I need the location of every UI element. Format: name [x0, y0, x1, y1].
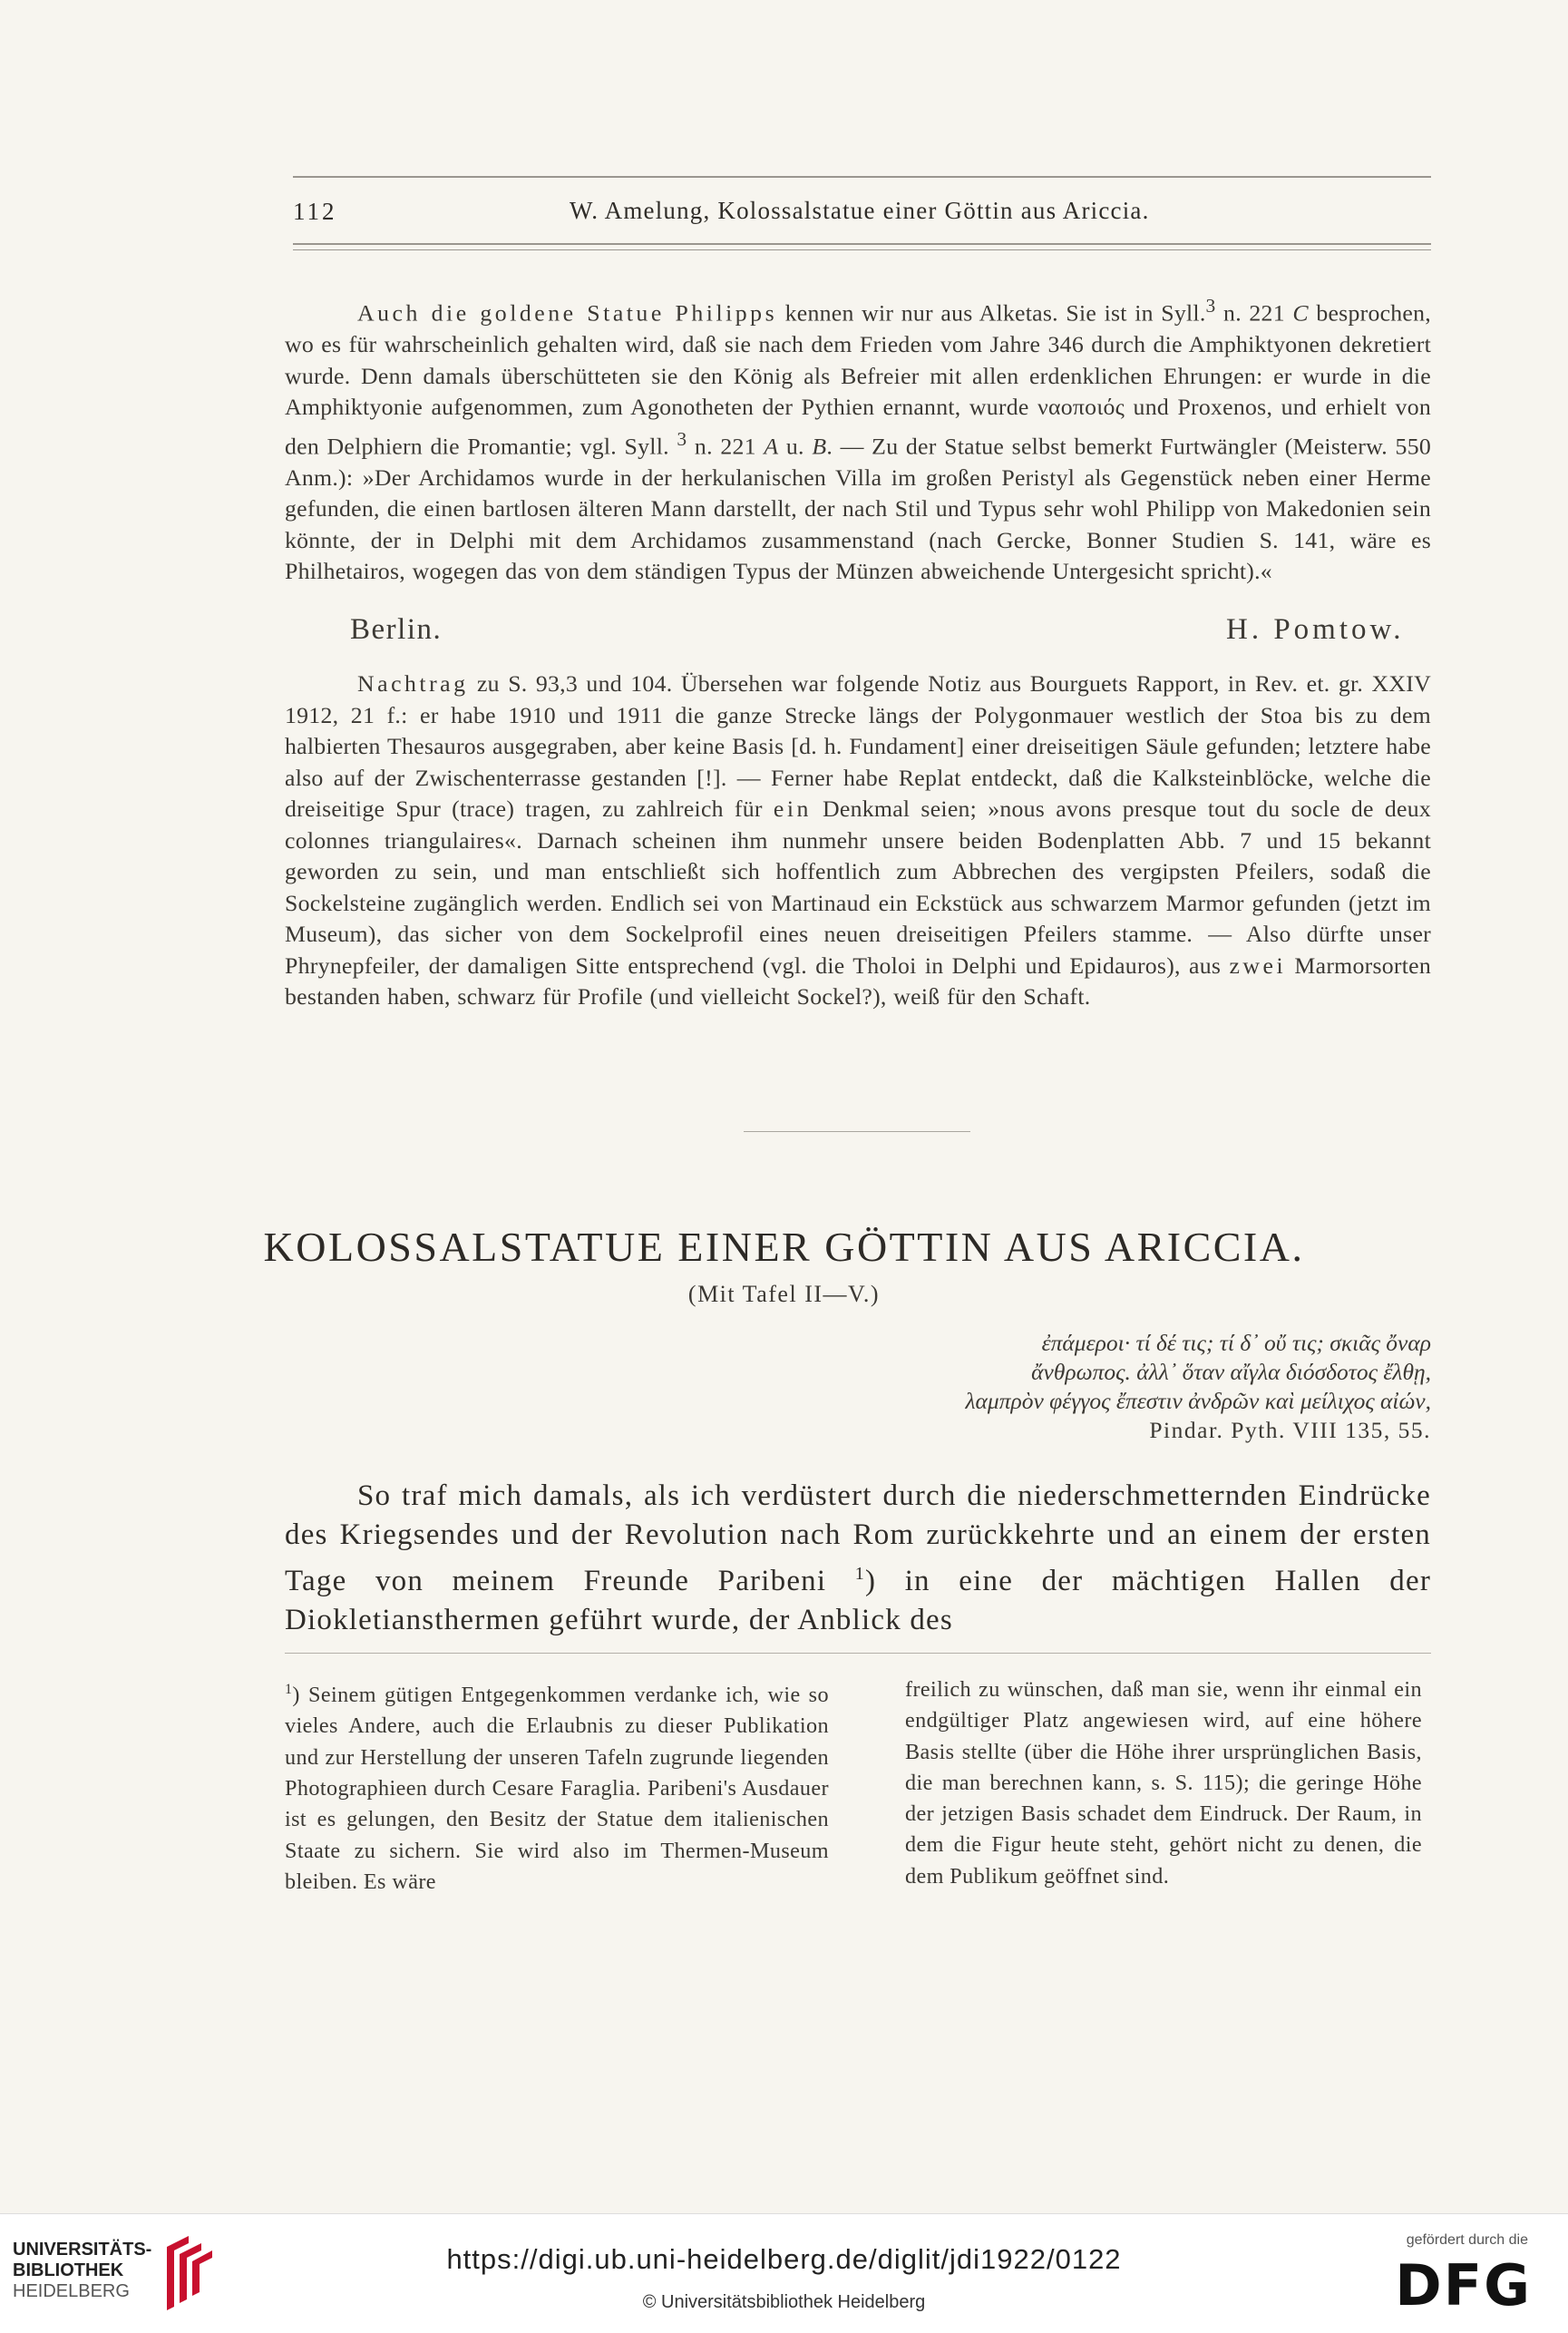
footer-bar: [0, 2213, 1568, 2333]
header-rule-2: [293, 249, 1431, 250]
header-rule-1: [293, 243, 1431, 245]
motto-reference: Pindar. Pyth. VIII 135, 55.: [1149, 1417, 1431, 1443]
footnote-ref: 1: [854, 1564, 865, 1584]
dfg-logo: DFG: [1395, 2252, 1532, 2318]
motto-line: ἐπάμεροι· τί δέ τις; τί δ᾽ οὔ τις; σκιᾶς ὄναρ: [1041, 1330, 1431, 1356]
library-name: UNIVERSITÄTS- BIBLIOTHEK HEIDELBERG: [13, 2240, 152, 2301]
paragraph-nachtrag: Nachtrag zu S. 93,3 und 104. Übersehen war folgende Notiz aus Bourguets Rapport, in Rev. et. gr. XXIV 1912, 21 f.: er habe 1910 und 1911 die ganze Strecke längs der Polygonmauer westlich der Stoa bis zu dem halbierten Thesauros ausgegraben, aber keine Basis [d. h. Fundament] einer dreiseitigen Säule gefunden; letztere habe also auf der Zwischenterrasse gestanden [!]. — Ferner habe Replat entdeckt, daß die Kalksteinblöcke, welche die dreiseitige Spur (trace) tragen, zu zahlreich für ein Denkmal seien; »nous avons presque tout du socle de deux colonnes triangulaires«. Darnach scheinen ihm nunmehr unsere beiden Bodenplatten Abb. 7 und 15 bekannt geworden zu sein, und man entschließt sich hoffentlich zum Abbrechen des vergipsten Pfeilers, sodaß die Sockelsteine zugänglich werden. Endlich sei von Martinaud ein Eckstück aus schwarzem Marmor gefunden (jetzt im Museum), das sicher von dem Sockelprofil eines neuen dreiseitigen Pfeilers stamme. — Also dürfte unser Phrynepfeiler, der damaligen Sitte entsprechend (vgl. die Tholoi in Delphi und Epidauros), aus zwei Marmorsorten bestanden haben, schwarz für Profile (und vielleicht Sockel?), weiß für den Schaft.: [285, 670, 1432, 1010]
running-title: W. Amelung, Kolossalstatue einer Göttin aus Ariccia.: [570, 197, 1150, 224]
motto-quote: [871, 1329, 1431, 1445]
document-url-link[interactable]: https://digi.ub.uni-heidelberg.de/diglit/jdi1922/0122: [446, 2243, 1122, 2275]
signature-place: Berlin.: [350, 613, 443, 646]
top-rule: [293, 176, 1431, 178]
footnote-marker: 1: [285, 1682, 293, 1697]
article-body: So traf mich damals, als ich verdüstert durch die niederschmetternden Eindrücke des Kriegsendes und der Revolution nach Rom zurückkehrte und an einem der ersten Tage von meinem Freunde Paribeni $^1$) in eine der mächtigen Hallen der Diokletiansthermen geführt wurde, der Anblick des: [285, 1479, 1432, 1636]
footnote-right-column: freilich zu wünschen, daß man sie, wenn ihr einmal ein endgültiger Platz angewiesen wird, auf eine höhere Basis stellte (über die Höhe ihrer ursprünglichen Basis, die man berechnen kann, s. S. 115); die geringe Höhe der jetzigen Basis schadet dem Eindruck. Der Raum, in dem die Figur heute steht, gehört nicht zu denen, die dem Publikum geöffnet sind.: [905, 1677, 1422, 1889]
motto-line: ἄνθρωπος. ἀλλ᾽ ὅταν αἴγλα διόσδοτος ἔλθῃ,: [1031, 1359, 1431, 1385]
page-number: 112: [293, 198, 337, 225]
footnote-rule: [285, 1653, 1431, 1654]
article-title: KOLOSSALSTATUE EINER GÖTTIN AUS ARICCIA.: [263, 1224, 1305, 1270]
section-divider: [744, 1131, 970, 1132]
funder-label: gefördert durch die: [1406, 2232, 1528, 2248]
signature-author: H. Pomtow.: [1226, 613, 1405, 646]
footnote-left-column: $^1$) Seinem gütigen Entgegenkommen verdanke ich, wie so vieles Andere, auch die Erlaubnis zu dieser Publikation und zur Herstellung der unseren Tafeln zugrunde liegenden Photographieen durch Cesare Faraglia. Paribeni's Ausdauer ist es gelungen, den Besitz der Statue dem italienischen Staate zu sichern. Sie wird also im Thermen-Museum bleiben. Es wäre: [285, 1682, 829, 1894]
copyright-notice: © Universitätsbibliothek Heidelberg: [642, 2292, 926, 2312]
paragraph-philipp-statue: Auch die goldene Statue Philipps kennen wir nur aus Alketas. Sie ist in Syll.$^3$ n. 221 C besprochen, wo es für wahrscheinlich gehalten wird, daß sie nach dem Frieden vom Jahre 346 durch die Amphiktyonen dekretiert wurde. Denn damals überschütteten sie den König als Befreier mit allen erdenklichen Ehrungen: er wurde in die Amphiktyonie aufgenommen, zum Agonotheten der Pythien ernannt, wurde ναοποιός und Proxenos, und erhielt von den Delphiern die Promantie; vgl. Syll. $^3$ n. 221 A u. B. — Zu der Statue selbst bemerkt Furtwängler (Meisterw. 550 Anm.): »Der Archidamos wurde in der herkulanischen Villa im großen Peristyl als Gegenstück neben einer Herme gefunden, die einen bartlosen älteren Mann darstellt, der nach Stil und Typus sehr wohl Philipp von Makedonien sein könnte, der in Delphi mit dem Archidamos zusammenstand (nach Gercke, Bonner Studien S. 141, wäre es Philhetairos, wogegen das von dem ständigen Typus der Münzen abweichende Untergesicht spricht).«: [285, 295, 1431, 585]
motto-line: λαμπρὸν φέγγος ἔπεστιν ἀνδρῶν καὶ μείλιχος αἰών,: [965, 1388, 1431, 1414]
article-subtitle: (Mit Tafel II—V.): [687, 1281, 881, 1307]
